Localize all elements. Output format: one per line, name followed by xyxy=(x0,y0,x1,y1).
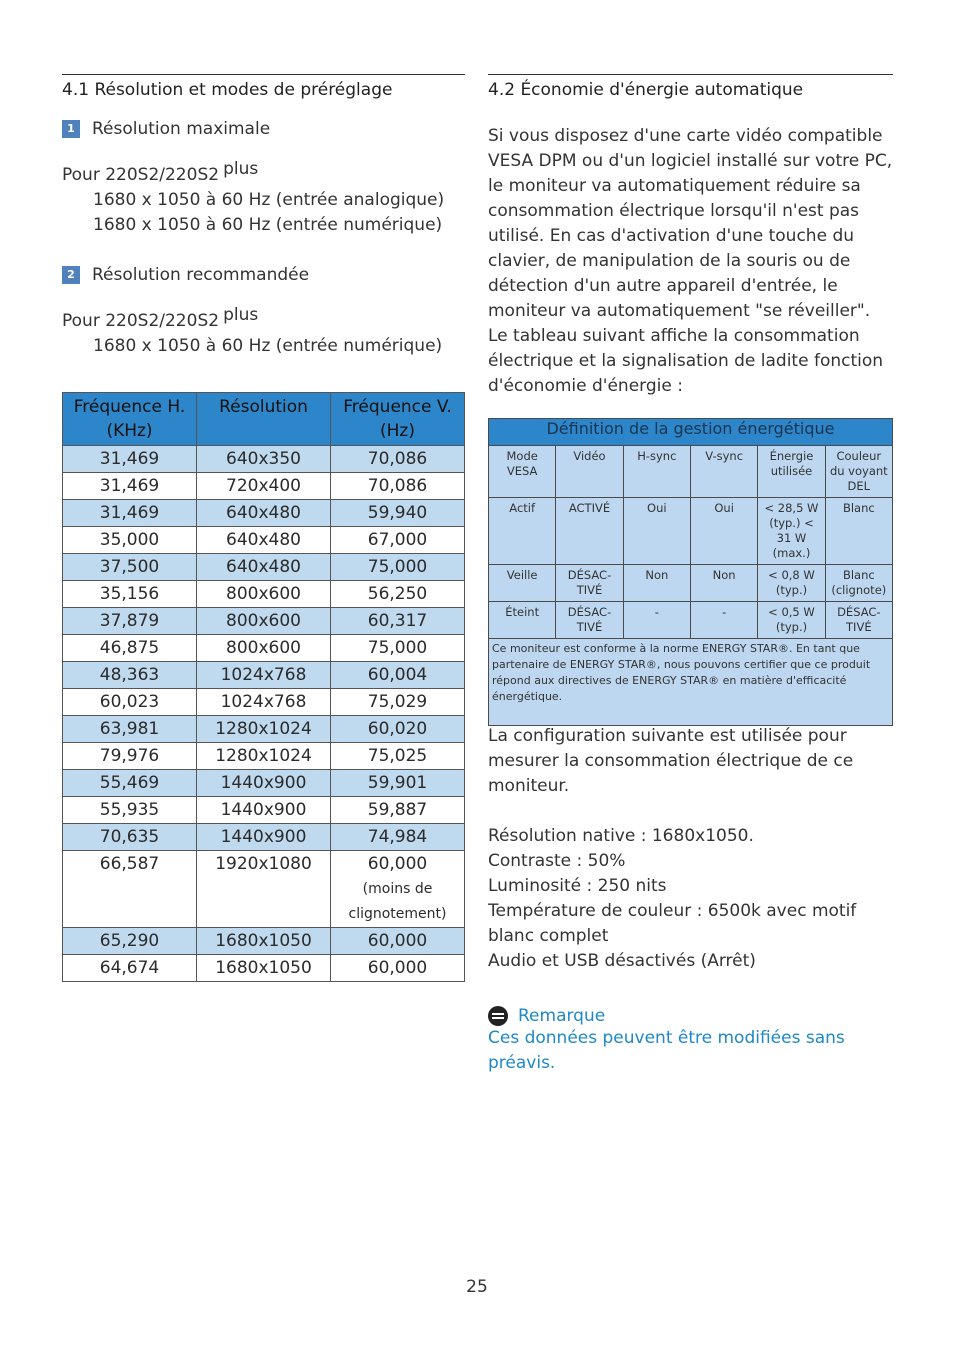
table-cell: 800x600 xyxy=(197,608,331,635)
header-h-freq: Fréquence H. (KHz) xyxy=(63,393,197,446)
table-cell: 1024x768 xyxy=(197,662,331,689)
energy-star-note: Ce moniteur est conforme à la norme ENERGY STAR®. En tant que partenaire de ENERGY STAR®, nous pouvons certifier que ce produit répond aux directives de ENERGY STAR® en matière d'efficacité énergétique. xyxy=(489,639,893,726)
power-cell: - xyxy=(690,602,757,639)
power-cell: DÉSAC-TIVÉ xyxy=(556,602,623,639)
table-cell: 75,029 xyxy=(331,689,465,716)
table-cell: 1280x1024 xyxy=(197,716,331,743)
table-row xyxy=(63,608,465,635)
table-cell: 31,469 xyxy=(63,446,197,473)
table-cell: 55,469 xyxy=(63,770,197,797)
cell-note: (moins de clignotement) xyxy=(348,881,447,922)
table-cell: 800x600 xyxy=(197,581,331,608)
power-cell: Blanc xyxy=(825,498,892,565)
table-cell: 640x350 xyxy=(197,446,331,473)
step-label: Résolution recommandée xyxy=(92,265,310,285)
resolution-line: 1680 x 1050 à 60 Hz (entrée numérique) xyxy=(93,336,443,356)
table-cell: 1440x900 xyxy=(197,770,331,797)
table-row xyxy=(63,955,465,982)
power-header-row xyxy=(489,446,893,498)
power-header-cell: H-sync xyxy=(623,446,690,498)
table-row xyxy=(63,581,465,608)
table-row xyxy=(63,770,465,797)
right-column xyxy=(488,74,893,1073)
table-row xyxy=(63,928,465,955)
power-cell: Éteint xyxy=(489,602,556,639)
section-heading-resolution: 4.1 Résolution et modes de préréglage xyxy=(62,74,465,105)
config-item: Résolution native : 1680x1050. xyxy=(488,826,754,846)
power-cell: Actif xyxy=(489,498,556,565)
step-number-badge: 2 xyxy=(62,266,80,284)
table-cell: 75,000 xyxy=(331,554,465,581)
table-cell: 1440x900 xyxy=(197,797,331,824)
table-cell: 640x480 xyxy=(197,500,331,527)
page-number: 25 xyxy=(466,1277,488,1297)
power-cell: < 0,5 W (typ.) xyxy=(758,602,825,639)
table-row xyxy=(63,635,465,662)
table-cell: 75,025 xyxy=(331,743,465,770)
table-cell: 1280x1024 xyxy=(197,743,331,770)
left-column xyxy=(62,74,465,978)
table-cell: 63,981 xyxy=(63,716,197,743)
power-cell: ACTIVÉ xyxy=(556,498,623,565)
model-plus: plus xyxy=(223,305,259,325)
power-cell: Veille xyxy=(489,565,556,602)
power-cell: Oui xyxy=(623,498,690,565)
table-cell: 65,290 xyxy=(63,928,197,955)
power-cell: Non xyxy=(623,565,690,602)
table-cell xyxy=(331,851,465,928)
config-list xyxy=(488,824,893,974)
section-heading-power: 4.2 Économie d'énergie automatique xyxy=(488,74,893,105)
step-number-badge: 1 xyxy=(62,120,80,138)
table-cell: 75,000 xyxy=(331,635,465,662)
power-cell: < 0,8 W (typ.) xyxy=(758,565,825,602)
recommended-resolution-step xyxy=(62,265,465,285)
config-item: Audio et USB désactivés (Arrêt) xyxy=(488,951,756,971)
table-row xyxy=(63,473,465,500)
power-table-title: Définition de la gestion énergétique xyxy=(489,419,893,446)
table-cell: 70,635 xyxy=(63,824,197,851)
power-cell: Non xyxy=(690,565,757,602)
table-row xyxy=(63,554,465,581)
power-header-cell: Couleur du voyant DEL xyxy=(825,446,892,498)
power-row-standby xyxy=(489,565,893,602)
table-cell: 640x480 xyxy=(197,554,331,581)
table-header-row xyxy=(63,393,465,446)
table-cell: 55,935 xyxy=(63,797,197,824)
model-line xyxy=(62,305,465,334)
max-resolution-block xyxy=(62,159,465,238)
table-cell: 60,000 xyxy=(331,955,465,982)
power-cell: Blanc (clignote) xyxy=(825,565,892,602)
table-cell: 60,004 xyxy=(331,662,465,689)
model-line xyxy=(62,159,465,188)
note-title: Remarque xyxy=(518,1006,606,1026)
power-header-cell: Vidéo xyxy=(556,446,623,498)
config-intro: La configuration suivante est utilisée pour mesurer la consommation électrique de ce moniteur. xyxy=(488,726,854,796)
table-cell: 31,469 xyxy=(63,500,197,527)
power-cell: DÉSAC-TIVÉ xyxy=(556,565,623,602)
table-cell: 74,984 xyxy=(331,824,465,851)
table-cell: 48,363 xyxy=(63,662,197,689)
note-icon xyxy=(488,1006,508,1026)
note-header xyxy=(488,1006,893,1026)
table-cell: 31,469 xyxy=(63,473,197,500)
table-cell: 37,879 xyxy=(63,608,197,635)
cell-value: 60,000 xyxy=(367,854,428,874)
table-cell: 79,976 xyxy=(63,743,197,770)
power-cell: - xyxy=(623,602,690,639)
note-text: Ces données peuvent être modifiées sans préavis. xyxy=(488,1028,845,1073)
table-row xyxy=(63,446,465,473)
table-cell: 37,500 xyxy=(63,554,197,581)
table-cell: 59,940 xyxy=(331,500,465,527)
config-block xyxy=(488,724,893,1076)
table-row xyxy=(63,662,465,689)
table-cell: 1440x900 xyxy=(197,824,331,851)
power-intro-paragraph: Si vous disposez d'une carte vidéo compatible VESA DPM ou d'un logiciel installé sur votre PC, le moniteur va automatiquement réduire sa consommation électrique lorsqu'il n'est pas utilisé. En cas d'activation d'une touche du clavier, de manipulation de la souris ou de détection d'un autre appareil d'entrée, le moniteur va automatiquement "se réveiller". Le tableau suivant affiche la consommation électrique et la signalisation de ladite fonction d'économie d'énergie : xyxy=(488,126,893,396)
table-cell: 59,901 xyxy=(331,770,465,797)
config-item: Luminosité : 250 nits xyxy=(488,876,667,896)
max-resolution-step xyxy=(62,119,465,139)
table-cell: 1024x768 xyxy=(197,689,331,716)
table-cell: 67,000 xyxy=(331,527,465,554)
table-cell: 70,086 xyxy=(331,446,465,473)
power-row-active xyxy=(489,498,893,565)
header-resolution: Résolution xyxy=(197,393,331,446)
model-name: Pour 220S2/220S2 xyxy=(62,165,220,185)
power-management-table xyxy=(488,418,893,726)
resolution-line: 1680 x 1050 à 60 Hz (entrée numérique) xyxy=(93,215,443,235)
table-cell: 60,020 xyxy=(331,716,465,743)
recommended-resolution-block xyxy=(62,305,465,359)
resolution-line: 1680 x 1050 à 60 Hz (entrée analogique) xyxy=(93,190,445,210)
power-cell: < 28,5 W (typ.) < 31 W (max.) xyxy=(758,498,825,565)
table-cell: 1920x1080 xyxy=(197,851,331,928)
table-cell: 1680x1050 xyxy=(197,955,331,982)
table-row xyxy=(63,824,465,851)
table-cell: 56,250 xyxy=(331,581,465,608)
table-cell: 1680x1050 xyxy=(197,928,331,955)
table-cell: 35,000 xyxy=(63,527,197,554)
table-cell: 70,086 xyxy=(331,473,465,500)
table-cell: 59,887 xyxy=(331,797,465,824)
power-cell: DÉSAC-TIVÉ xyxy=(825,602,892,639)
header-v-freq: Fréquence V. (Hz) xyxy=(331,393,465,446)
table-row xyxy=(63,743,465,770)
table-row xyxy=(63,716,465,743)
table-cell: 35,156 xyxy=(63,581,197,608)
config-item: Température de couleur : 6500k avec motif blanc complet xyxy=(488,901,857,946)
table-cell: 64,674 xyxy=(63,955,197,982)
table-cell: 720x400 xyxy=(197,473,331,500)
table-cell: 60,317 xyxy=(331,608,465,635)
table-cell: 60,000 xyxy=(331,928,465,955)
table-row xyxy=(63,500,465,527)
table-row xyxy=(63,689,465,716)
power-header-cell: Énergie utilisée xyxy=(758,446,825,498)
power-cell: Oui xyxy=(690,498,757,565)
preset-modes-table xyxy=(62,392,465,982)
model-plus: plus xyxy=(223,159,259,179)
table-cell: 46,875 xyxy=(63,635,197,662)
power-header-cell: V-sync xyxy=(690,446,757,498)
table-row xyxy=(63,851,465,928)
table-cell: 800x600 xyxy=(197,635,331,662)
table-row xyxy=(63,527,465,554)
table-cell: 640x480 xyxy=(197,527,331,554)
model-name: Pour 220S2/220S2 xyxy=(62,311,220,331)
table-row xyxy=(63,797,465,824)
power-row-off xyxy=(489,602,893,639)
step-label: Résolution maximale xyxy=(92,119,271,139)
config-item: Contraste : 50% xyxy=(488,851,626,871)
table-cell: 60,023 xyxy=(63,689,197,716)
table-cell: 66,587 xyxy=(63,851,197,928)
power-header-cell: Mode VESA xyxy=(489,446,556,498)
